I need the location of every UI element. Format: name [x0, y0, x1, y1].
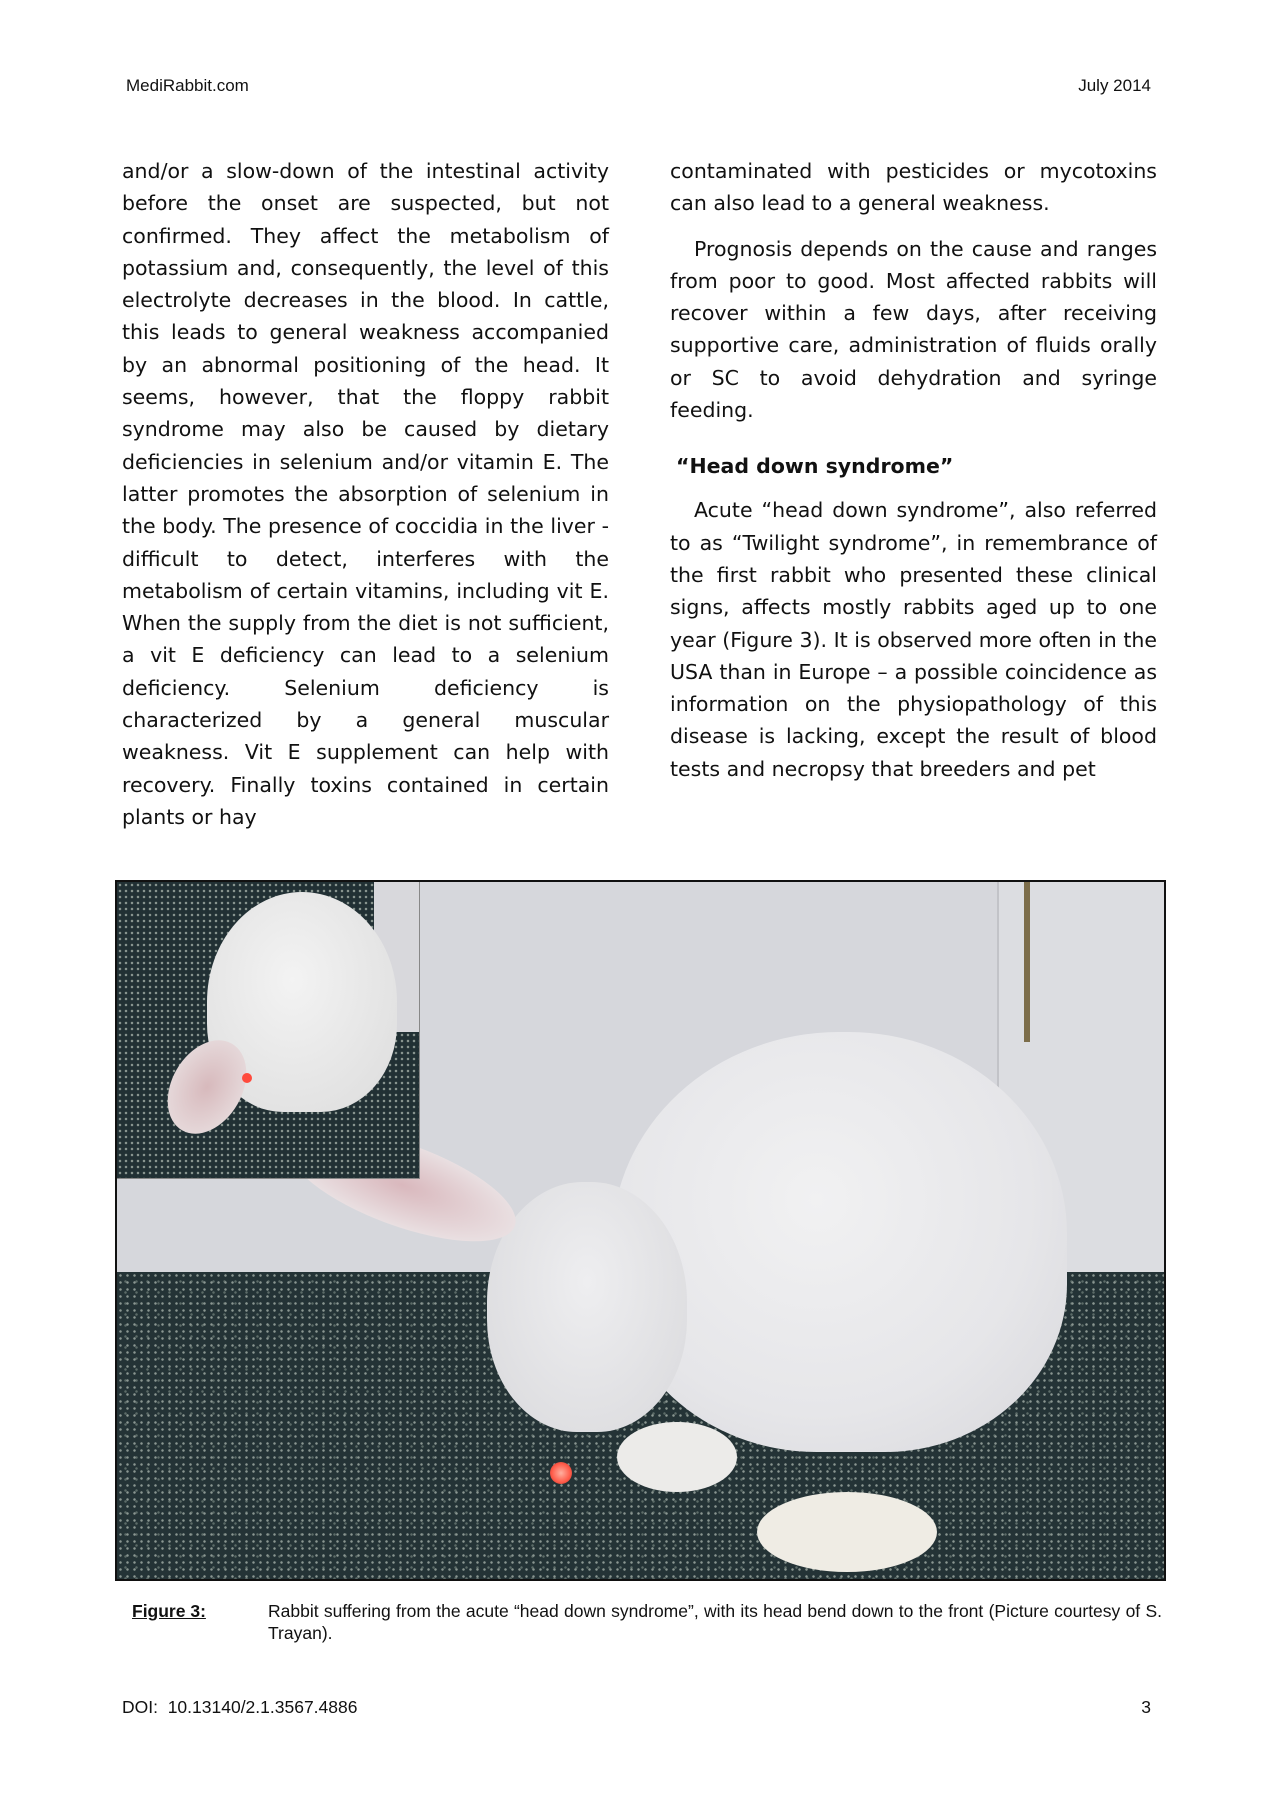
rabbit-body [612, 1032, 1067, 1452]
caption-text: Rabbit suffering from the acute “head down syndrome”, with its head bend down to the front (Picture courtesy of S. Trayan). [268, 1601, 1162, 1643]
left-column [122, 155, 609, 833]
figure-inset-photo [117, 882, 420, 1179]
photo-door-hinge [1024, 882, 1030, 1042]
section-heading: “Head down syndrome” [676, 454, 954, 479]
publication-date: July 2014 [1078, 76, 1151, 95]
rabbit-head [487, 1182, 687, 1432]
doi: DOI: 10.13140/2.1.3567.4886 [122, 1697, 358, 1717]
rabbit-front-paw [617, 1422, 737, 1492]
rabbit-hind-foot [757, 1492, 937, 1572]
page-number: 3 [1141, 1697, 1151, 1717]
body-paragraph: Acute “head down syndrome”, also referred to as “Twilight syndrome”, in remembrance of the first rabbit who presented these clinical signs, affects mostly rabbits aged up to one year (Figure 3). It is observed more often in the USA than in Europe – a possible coincidence as information on the physiopathology of this disease is lacking, except the result of blood tests and necropsy that breeders and pet [670, 498, 1157, 781]
rabbit-eye [550, 1462, 572, 1484]
inset-rabbit-eye [242, 1073, 252, 1083]
right-column [670, 155, 1157, 785]
figure-photo [115, 880, 1166, 1581]
body-paragraph: Prognosis depends on the cause and ranges from poor to good. Most affected rabbits will recover within a few days, after receiving supportive care, administration of fluids orally or SC to avoid dehydration and syringe feeding. [670, 236, 1157, 423]
body-paragraph: contaminated with pesticides or mycotoxins can also lead to a general weakness. [670, 159, 1157, 216]
site-name: MediRabbit.com [126, 76, 249, 95]
figure-label: Figure 3: [132, 1601, 206, 1621]
body-paragraph: and/or a slow-down of the intestinal activity before the onset are suspected, but not confirmed. They affect the metabolism of potassium and, consequently, the level of this electrolyte decreases in the blood. In cattle, this leads to general weakness accompanied by an abnormal positioning of the head. It seems, however, that the floppy rabbit syndrome may also be caused by dietary deficiencies in selenium and/or vitamin E. The latter promotes the absorption of selenium in the body. The presence of coccidia in the liver - difficult to detect, interferes with the metabolism of certain vitamins, including vit E. When the supply from the diet is not sufficient, a vit E deficiency can lead to a selenium deficiency. Selenium deficiency is characterized by a general muscular weakness. Vit E supplement can help with recovery. Finally toxins contained in certain plants or hay [122, 159, 609, 829]
